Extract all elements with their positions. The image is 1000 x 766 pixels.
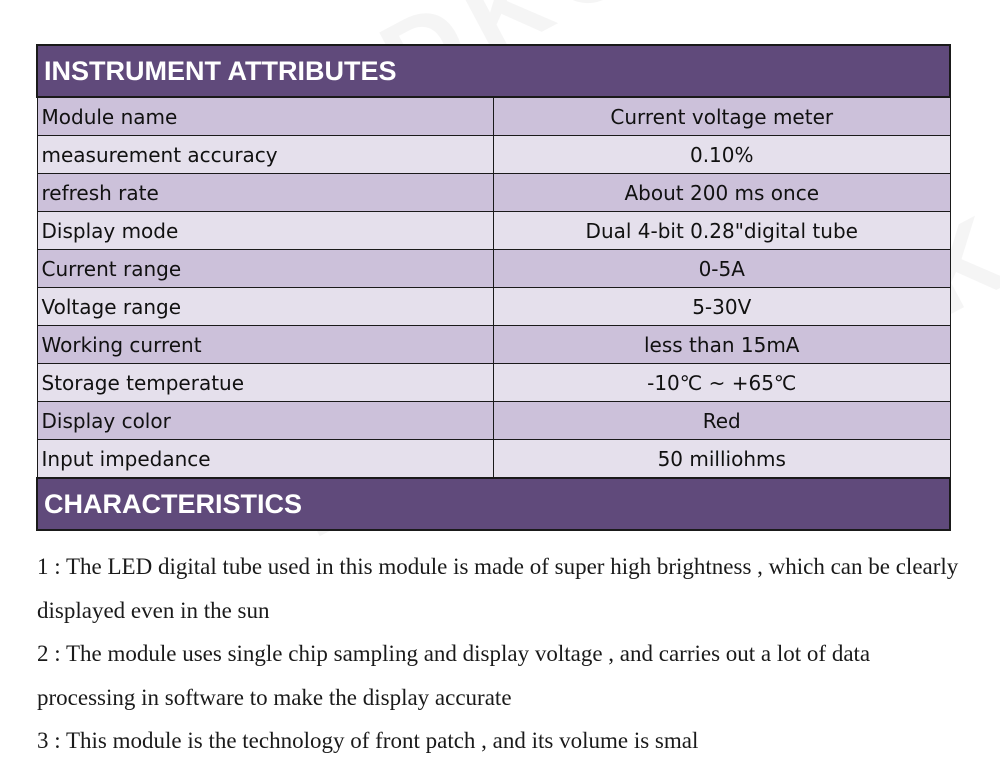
table-row — [37, 250, 950, 288]
row-label: Module name — [37, 97, 494, 136]
row-label: refresh rate — [37, 174, 494, 212]
table-row — [37, 174, 950, 212]
table-row — [37, 212, 950, 250]
characteristics-header: CHARACTERISTICS — [37, 478, 950, 530]
row-label: Working current — [37, 326, 494, 364]
row-label: measurement accuracy — [37, 136, 494, 174]
row-value: less than 15mA — [494, 326, 951, 364]
table-row — [37, 97, 950, 136]
row-label: Input impedance — [37, 440, 494, 479]
characteristic-item: 2 : The module uses single chip sampling and display voltage , and carries out a lot of data processing in software to make the display accurate — [37, 641, 871, 710]
table-row — [37, 288, 950, 326]
spec-table — [36, 44, 951, 531]
table-row — [37, 364, 950, 402]
characteristic-item: 3 : This module is the technology of front patch , and its volume is smal — [37, 728, 699, 754]
row-label: Current range — [37, 250, 494, 288]
row-value: 50 milliohms — [494, 440, 951, 479]
characteristics-list — [37, 545, 967, 763]
row-value: 0.10% — [494, 136, 951, 174]
row-label: Voltage range — [37, 288, 494, 326]
table-row — [37, 136, 950, 174]
row-value: Dual 4-bit 0.28"digital tube — [494, 212, 951, 250]
table-row — [37, 440, 950, 479]
table-row — [37, 402, 950, 440]
attributes-header: INSTRUMENT ATTRIBUTES — [37, 45, 950, 97]
row-value: Current voltage meter — [494, 97, 951, 136]
section-header-row — [37, 45, 950, 97]
row-value: Red — [494, 402, 951, 440]
row-label: Display mode — [37, 212, 494, 250]
row-label: Display color — [37, 402, 494, 440]
characteristic-item: 1 : The LED digital tube used in this module is made of super high brightness , which can be clearly displayed even in the sun — [37, 554, 959, 623]
row-value: About 200 ms once — [494, 174, 951, 212]
table-row — [37, 326, 950, 364]
row-value: -10℃ ~ +65℃ — [494, 364, 951, 402]
row-label: Storage temperatue — [37, 364, 494, 402]
row-value: 0-5A — [494, 250, 951, 288]
row-value: 5-30V — [494, 288, 951, 326]
section-header-row — [37, 478, 950, 530]
